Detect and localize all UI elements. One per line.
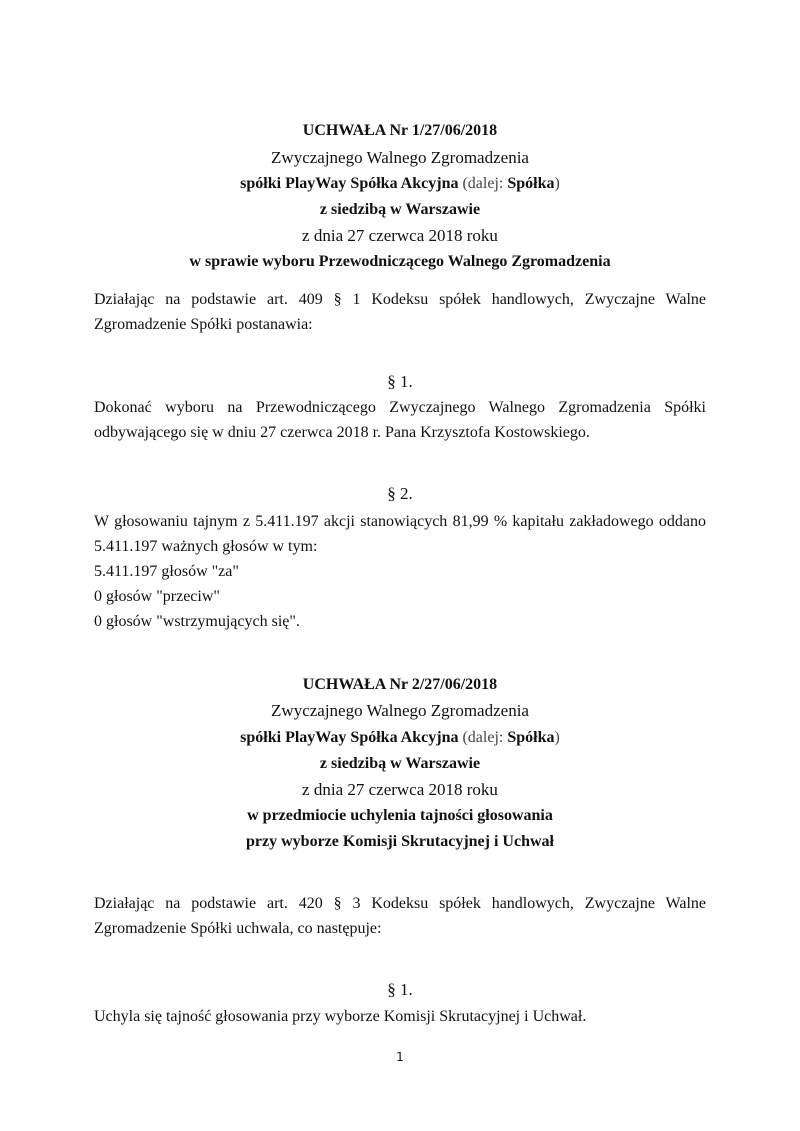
company-name: spółki PlayWay Spółka Akcyjna [240, 175, 459, 192]
date: z dnia 27 czerwca 2018 roku [302, 780, 498, 799]
paren-close: ) [554, 729, 560, 746]
subject: przy wyborze Komisji Skrutacyjnej i Uchwał [246, 833, 554, 850]
page-number: 1 [396, 1050, 404, 1064]
intro-line: Zgromadzenie Spółki postanawia: [94, 316, 313, 333]
section-heading: § 1. [387, 372, 413, 391]
subject: w przedmiocie uchylenia tajności głosowania [247, 807, 553, 824]
votes-abstain: 0 głosów "wstrzymujących się". [94, 613, 300, 630]
resolution-title: UCHWAŁA Nr 2/27/06/2018 [302, 676, 498, 693]
paren-close: ) [554, 175, 560, 192]
paren-text: (dalej: [458, 729, 508, 746]
company-line [94, 174, 706, 194]
section-heading: § 1. [387, 980, 413, 999]
company-name: spółki PlayWay Spółka Akcyjna [240, 729, 459, 746]
resolution-title: UCHWAŁA Nr 1/27/06/2018 [302, 122, 498, 139]
section-text: Uchyla się tajność głosowania przy wyborze Komisji Skrutacyjnej i Uchwał. [94, 1008, 587, 1025]
company-short: Spółka [507, 729, 555, 746]
intro-line: Działając na podstawie art. 420 § 3 Kodeksu spółek handlowych, Zwyczajne Walne [94, 895, 706, 912]
seat: z siedzibą w Warszawie [319, 755, 481, 772]
paren-text: (dalej: [458, 175, 508, 192]
resolution-body: Zwyczajnego Walnego Zgromadzenia [271, 701, 529, 720]
section-text: Dokonać wyboru na Przewodniczącego Zwyczajnego Walnego Zgromadzenia Spółki [94, 399, 706, 416]
section-text: odbywającego się w dniu 27 czerwca 2018 r. Pana Krzysztofa Kostowskiego. [94, 424, 590, 441]
section-heading: § 2. [387, 484, 413, 503]
seat: z siedzibą w Warszawie [319, 201, 481, 218]
intro-line: Zgromadzenie Spółki uchwala, co następuje: [94, 920, 382, 937]
company-line [94, 728, 706, 748]
votes-against: 0 głosów "przeciw" [94, 588, 220, 605]
resolution-body: Zwyczajnego Walnego Zgromadzenia [271, 148, 529, 167]
intro-line: Działając na podstawie art. 409 § 1 Kodeksu spółek handlowych, Zwyczajne Walne [94, 291, 706, 308]
section-text: 5.411.197 ważnych głosów w tym: [94, 538, 318, 555]
company-short: Spółka [507, 175, 555, 192]
section-text: W głosowaniu tajnym z 5.411.197 akcji stanowiących 81,99 % kapitału zakładowego oddano [94, 513, 706, 530]
date: z dnia 27 czerwca 2018 roku [302, 226, 498, 245]
votes-for: 5.411.197 głosów "za" [94, 563, 239, 580]
subject: w sprawie wyboru Przewodniczącego Walnego Zgromadzenia [189, 253, 611, 270]
